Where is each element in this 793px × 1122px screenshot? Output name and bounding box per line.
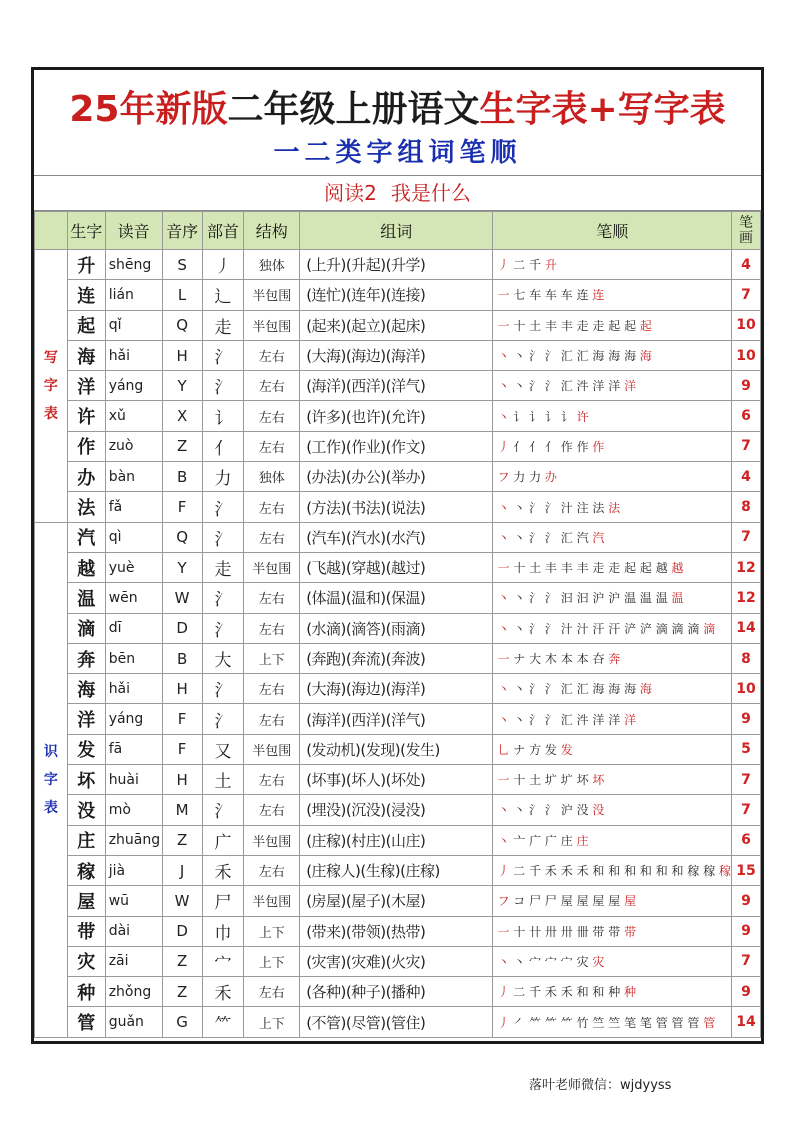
cell-index: M <box>162 795 202 825</box>
cell-stroke-order: 一 ナ 大 木 本 本 夻 奔 <box>493 643 732 673</box>
lesson-title: 我是什么 <box>390 181 471 205</box>
cell-stroke-count: 9 <box>732 704 761 734</box>
cell-structure: 半包围 <box>244 734 300 764</box>
table-row <box>35 643 761 673</box>
cell-radical: 走 <box>202 310 244 340</box>
cell-stroke-count: 14 <box>732 613 761 643</box>
cell-structure: 半包围 <box>244 280 300 310</box>
cell-char: 作 <box>67 431 105 461</box>
cell-radical: 宀 <box>202 946 244 976</box>
cell-char: 海 <box>67 674 105 704</box>
cell-stroke-order: 丶 讠 讠 讠 讠 许 <box>493 401 732 431</box>
cell-pinyin: zhuāng <box>105 825 162 855</box>
cell-stroke-order: フ 力 力 办 <box>493 462 732 492</box>
footer-contact: 落叶老师微信：wjdyyss <box>529 1078 672 1093</box>
cell-pinyin: zuò <box>105 431 162 461</box>
cell-pinyin: yuè <box>105 552 162 582</box>
cell-stroke-count: 8 <box>732 492 761 522</box>
cell-stroke-order: 丶 丶 氵 氵 汇 汇 海 海 海 海 <box>493 674 732 704</box>
header-count <box>732 212 761 250</box>
cell-radical: 尸 <box>202 886 244 916</box>
cell-words: (办法)(办公)(举办) <box>300 462 493 492</box>
table-row <box>35 734 761 764</box>
table-row <box>35 916 761 946</box>
cell-stroke-count: 4 <box>732 250 761 280</box>
group-label-reading <box>35 522 68 1037</box>
cell-char: 种 <box>67 977 105 1007</box>
cell-words: (工作)(作业)(作文) <box>300 431 493 461</box>
cell-words: (坏事)(坏人)(坏处) <box>300 765 493 795</box>
cell-words: (方法)(书法)(说法) <box>300 492 493 522</box>
cell-structure: 半包围 <box>244 825 300 855</box>
cell-pinyin: bēn <box>105 643 162 673</box>
page-subtitle: 一二类字组词笔顺 <box>273 138 522 168</box>
table-row <box>35 704 761 734</box>
group-label-text: 写字表 <box>43 349 58 422</box>
table-row <box>35 825 761 855</box>
cell-char: 海 <box>67 340 105 370</box>
cell-pinyin: lián <box>105 280 162 310</box>
cell-stroke-count: 7 <box>732 522 761 552</box>
table-row <box>35 431 761 461</box>
cell-pinyin: guǎn <box>105 1007 162 1037</box>
cell-words: (体温)(温和)(保温) <box>300 583 493 613</box>
cell-stroke-order: 丶 丶 氵 氵 汇 汼 洋 洋 洋 <box>493 704 732 734</box>
cell-stroke-count: 15 <box>732 855 761 885</box>
cell-words: (庄稼人)(生稼)(庄稼) <box>300 855 493 885</box>
cell-pinyin: bàn <box>105 462 162 492</box>
cell-words: (房屋)(屋子)(木屋) <box>300 886 493 916</box>
cell-structure: 上下 <box>244 946 300 976</box>
cell-stroke-order: 丶 丶 宀 宀 宀 灾 灾 <box>493 946 732 976</box>
cell-index: Q <box>162 310 202 340</box>
lesson-number: 阅读2 <box>324 181 377 205</box>
cell-stroke-count: 9 <box>732 886 761 916</box>
cell-stroke-order: 丿 二 千 禾 禾 禾 和 和 和 和 和 和 稼 稼 稼 <box>493 855 732 885</box>
cell-radical: 氵 <box>202 795 244 825</box>
cell-stroke-count: 5 <box>732 734 761 764</box>
cell-char: 滴 <box>67 613 105 643</box>
cell-structure: 左右 <box>244 522 300 552</box>
cell-index: H <box>162 674 202 704</box>
cell-stroke-order: 丿 二 千 升 <box>493 250 732 280</box>
cell-stroke-count: 6 <box>732 825 761 855</box>
cell-index: Y <box>162 371 202 401</box>
header-char: 生字 <box>67 212 105 250</box>
cell-pinyin: zhǒng <box>105 977 162 1007</box>
cell-structure: 左右 <box>244 704 300 734</box>
cell-stroke-order: 丿 亻 亻 亻 作 作 作 <box>493 431 732 461</box>
cell-stroke-count: 9 <box>732 916 761 946</box>
cell-radical: 走 <box>202 552 244 582</box>
cell-stroke-count: 7 <box>732 946 761 976</box>
table-row <box>35 765 761 795</box>
table-row <box>35 1007 761 1037</box>
table-row <box>35 886 761 916</box>
cell-structure: 左右 <box>244 674 300 704</box>
cell-stroke-order: 丿 二 千 禾 禾 和 和 种 种 <box>493 977 732 1007</box>
cell-char: 发 <box>67 734 105 764</box>
cell-index: S <box>162 250 202 280</box>
cell-pinyin: yáng <box>105 704 162 734</box>
cell-words: (不管)(尽管)(管住) <box>300 1007 493 1037</box>
cell-index: F <box>162 704 202 734</box>
header-group <box>35 212 68 250</box>
cell-words: (奔跑)(奔流)(奔波) <box>300 643 493 673</box>
cell-char: 灾 <box>67 946 105 976</box>
table-row <box>35 371 761 401</box>
cell-index: J <box>162 855 202 885</box>
cell-stroke-count: 7 <box>732 280 761 310</box>
cell-char: 洋 <box>67 704 105 734</box>
cell-stroke-order: 丶 丶 氵 氵 汁 汁 汗 汗 浐 浐 滴 滴 滴 滴 <box>493 613 732 643</box>
cell-char: 汽 <box>67 522 105 552</box>
table-row <box>35 583 761 613</box>
cell-pinyin: wū <box>105 886 162 916</box>
cell-pinyin: qǐ <box>105 310 162 340</box>
cell-char: 没 <box>67 795 105 825</box>
group-label-writing <box>35 250 68 523</box>
cell-radical: ⺮ <box>202 1007 244 1037</box>
cell-stroke-order: 丶 亠 广 广 庄 庄 <box>493 825 732 855</box>
cell-radical: 力 <box>202 462 244 492</box>
cell-char: 坏 <box>67 765 105 795</box>
cell-index: X <box>162 401 202 431</box>
cell-pinyin: shēng <box>105 250 162 280</box>
cell-pinyin: huài <box>105 765 162 795</box>
cell-char: 许 <box>67 401 105 431</box>
cell-char: 庄 <box>67 825 105 855</box>
cell-pinyin: zāi <box>105 946 162 976</box>
cell-words: (大海)(海边)(海洋) <box>300 340 493 370</box>
cell-stroke-count: 12 <box>732 583 761 613</box>
cell-words: (起来)(起立)(起床) <box>300 310 493 340</box>
cell-index: F <box>162 734 202 764</box>
cell-stroke-order: 一 十 土 丰 丰 走 走 起 起 起 <box>493 310 732 340</box>
cell-words: (灾害)(灾难)(火灾) <box>300 946 493 976</box>
cell-words: (海洋)(西洋)(洋气) <box>300 704 493 734</box>
cell-structure: 上下 <box>244 916 300 946</box>
cell-structure: 半包围 <box>244 886 300 916</box>
cell-structure: 独体 <box>244 462 300 492</box>
cell-words: (水滴)(滴答)(雨滴) <box>300 613 493 643</box>
cell-radical: 丿 <box>202 250 244 280</box>
header-count-text: 笔画 <box>739 214 754 246</box>
cell-stroke-count: 7 <box>732 431 761 461</box>
cell-words: (许多)(也许)(允许) <box>300 401 493 431</box>
cell-pinyin: hǎi <box>105 674 162 704</box>
cell-pinyin: fā <box>105 734 162 764</box>
table-row <box>35 462 761 492</box>
header-words: 组词 <box>300 212 493 250</box>
cell-structure: 左右 <box>244 492 300 522</box>
cell-index: Z <box>162 977 202 1007</box>
table-row <box>35 946 761 976</box>
title-table: 生字表+写字表 <box>479 89 726 130</box>
cell-radical: 氵 <box>202 492 244 522</box>
cell-stroke-order: 一 十 卄 卅 卅 卌 带 带 带 <box>493 916 732 946</box>
cell-stroke-order: 丿 ㇒ ⺮ ⺮ ⺮ 竹 竺 竺 笔 笔 管 管 管 管 <box>493 1007 732 1037</box>
cell-index: H <box>162 765 202 795</box>
cell-char: 带 <box>67 916 105 946</box>
cell-index: H <box>162 340 202 370</box>
cell-stroke-order: 丶 丶 氵 氵 沪 没 没 <box>493 795 732 825</box>
cell-structure: 左右 <box>244 583 300 613</box>
cell-stroke-count: 10 <box>732 340 761 370</box>
cell-pinyin: dī <box>105 613 162 643</box>
cell-structure: 半包围 <box>244 310 300 340</box>
cell-stroke-count: 10 <box>732 674 761 704</box>
header-pinyin: 读音 <box>105 212 162 250</box>
cell-stroke-count: 8 <box>732 643 761 673</box>
cell-stroke-order: 丶 丶 氵 氵 汇 汽 汽 <box>493 522 732 552</box>
cell-index: D <box>162 916 202 946</box>
table-row <box>35 674 761 704</box>
cell-stroke-count: 4 <box>732 462 761 492</box>
cell-structure: 左右 <box>244 765 300 795</box>
cell-structure: 左右 <box>244 401 300 431</box>
cell-stroke-count: 7 <box>732 765 761 795</box>
cell-char: 稼 <box>67 855 105 885</box>
cell-char: 屋 <box>67 886 105 916</box>
cell-radical: 禾 <box>202 977 244 1007</box>
cell-stroke-count: 12 <box>732 552 761 582</box>
cell-structure: 左右 <box>244 977 300 1007</box>
cell-structure: 半包围 <box>244 552 300 582</box>
cell-index: Z <box>162 946 202 976</box>
cell-index: D <box>162 613 202 643</box>
table-body <box>35 250 761 1038</box>
cell-radical: 又 <box>202 734 244 764</box>
cell-words: (汽车)(汽水)(水汽) <box>300 522 493 552</box>
cell-pinyin: jià <box>105 855 162 885</box>
cell-pinyin: fǎ <box>105 492 162 522</box>
cell-stroke-order: 丶 丶 氵 氵 汁 注 法 法 <box>493 492 732 522</box>
cell-pinyin: wēn <box>105 583 162 613</box>
cell-char: 办 <box>67 462 105 492</box>
group-label-text: 识字表 <box>43 743 58 816</box>
cell-index: L <box>162 280 202 310</box>
table-row <box>35 552 761 582</box>
cell-radical: 氵 <box>202 340 244 370</box>
cell-radical: 氵 <box>202 371 244 401</box>
table-row <box>35 401 761 431</box>
worksheet <box>31 67 764 1044</box>
cell-words: (大海)(海边)(海洋) <box>300 674 493 704</box>
cell-radical: 辶 <box>202 280 244 310</box>
table-row <box>35 613 761 643</box>
cell-char: 温 <box>67 583 105 613</box>
title-year: 25年新版 <box>69 89 228 130</box>
title-grade: 二年级上册语文 <box>227 89 480 130</box>
cell-words: (海洋)(西洋)(洋气) <box>300 371 493 401</box>
cell-radical: 大 <box>202 643 244 673</box>
header-order: 笔顺 <box>493 212 732 250</box>
cell-radical: 氵 <box>202 674 244 704</box>
cell-index: Z <box>162 431 202 461</box>
cell-stroke-order: 丶 丶 氵 氵 汇 汇 海 海 海 海 <box>493 340 732 370</box>
title-block <box>34 70 761 176</box>
cell-radical: 氵 <box>202 704 244 734</box>
cell-char: 法 <box>67 492 105 522</box>
table-row <box>35 492 761 522</box>
cell-radical: 讠 <box>202 401 244 431</box>
cell-structure: 独体 <box>244 250 300 280</box>
cell-char: 奔 <box>67 643 105 673</box>
cell-stroke-order: 丶 丶 氵 氵 汩 汩 沪 沪 温 温 温 温 <box>493 583 732 613</box>
cell-pinyin: mò <box>105 795 162 825</box>
cell-words: (连忙)(连年)(连接) <box>300 280 493 310</box>
cell-stroke-order: 乚 ナ 方 发 发 <box>493 734 732 764</box>
cell-words: (发动机)(发现)(发生) <box>300 734 493 764</box>
cell-radical: 禾 <box>202 855 244 885</box>
table-row <box>35 340 761 370</box>
cell-stroke-order: 丶 丶 氵 氵 汇 汼 洋 洋 洋 <box>493 371 732 401</box>
cell-char: 管 <box>67 1007 105 1037</box>
table-row <box>35 310 761 340</box>
cell-radical: 土 <box>202 765 244 795</box>
cell-structure: 左右 <box>244 431 300 461</box>
table-row <box>35 977 761 1007</box>
cell-structure: 左右 <box>244 340 300 370</box>
page-title <box>34 81 761 132</box>
cell-structure: 上下 <box>244 1007 300 1037</box>
cell-index: W <box>162 583 202 613</box>
table-row <box>35 855 761 885</box>
table-row <box>35 795 761 825</box>
table-header-row <box>35 212 761 250</box>
cell-stroke-order: 一 七 车 车 车 连 连 <box>493 280 732 310</box>
cell-structure: 上下 <box>244 643 300 673</box>
cell-words: (飞越)(穿越)(越过) <box>300 552 493 582</box>
cell-pinyin: hǎi <box>105 340 162 370</box>
cell-pinyin: yáng <box>105 371 162 401</box>
cell-stroke-order: 一 十 土 圹 圹 坏 坏 <box>493 765 732 795</box>
cell-words: (带来)(带领)(热带) <box>300 916 493 946</box>
cell-index: W <box>162 886 202 916</box>
cell-words: (埋没)(沉没)(浸没) <box>300 795 493 825</box>
cell-radical: 氵 <box>202 583 244 613</box>
table-row <box>35 522 761 552</box>
cell-index: Q <box>162 522 202 552</box>
cell-structure: 左右 <box>244 795 300 825</box>
cell-words: (各种)(种子)(播种) <box>300 977 493 1007</box>
header-radical: 部首 <box>202 212 244 250</box>
cell-index: Z <box>162 825 202 855</box>
lesson-heading <box>34 176 761 211</box>
cell-radical: 广 <box>202 825 244 855</box>
cell-index: B <box>162 462 202 492</box>
cell-pinyin: dài <box>105 916 162 946</box>
cell-index: Y <box>162 552 202 582</box>
cell-index: F <box>162 492 202 522</box>
header-index: 音序 <box>162 212 202 250</box>
cell-radical: 巾 <box>202 916 244 946</box>
cell-radical: 亻 <box>202 431 244 461</box>
cell-stroke-count: 9 <box>732 371 761 401</box>
cell-words: (上升)(升起)(升学) <box>300 250 493 280</box>
cell-words: (庄稼)(村庄)(山庄) <box>300 825 493 855</box>
cell-stroke-count: 7 <box>732 795 761 825</box>
cell-stroke-order: 一 十 土 丰 丰 丰 走 走 起 起 越 越 <box>493 552 732 582</box>
cell-index: G <box>162 1007 202 1037</box>
char-table <box>34 211 761 1038</box>
cell-stroke-count: 6 <box>732 401 761 431</box>
header-structure: 结构 <box>244 212 300 250</box>
cell-pinyin: qì <box>105 522 162 552</box>
cell-stroke-count: 9 <box>732 977 761 1007</box>
cell-radical: 氵 <box>202 522 244 552</box>
cell-index: B <box>162 643 202 673</box>
cell-char: 连 <box>67 280 105 310</box>
cell-stroke-count: 14 <box>732 1007 761 1037</box>
cell-char: 越 <box>67 552 105 582</box>
cell-char: 升 <box>67 250 105 280</box>
cell-pinyin: xǔ <box>105 401 162 431</box>
cell-structure: 左右 <box>244 371 300 401</box>
cell-structure: 左右 <box>244 855 300 885</box>
cell-structure: 左右 <box>244 613 300 643</box>
cell-radical: 氵 <box>202 613 244 643</box>
cell-char: 洋 <box>67 371 105 401</box>
table-row <box>35 280 761 310</box>
table-row <box>35 250 761 280</box>
cell-char: 起 <box>67 310 105 340</box>
cell-stroke-count: 10 <box>732 310 761 340</box>
cell-stroke-order: フ コ 尸 尸 屋 屋 屋 屋 屋 <box>493 886 732 916</box>
